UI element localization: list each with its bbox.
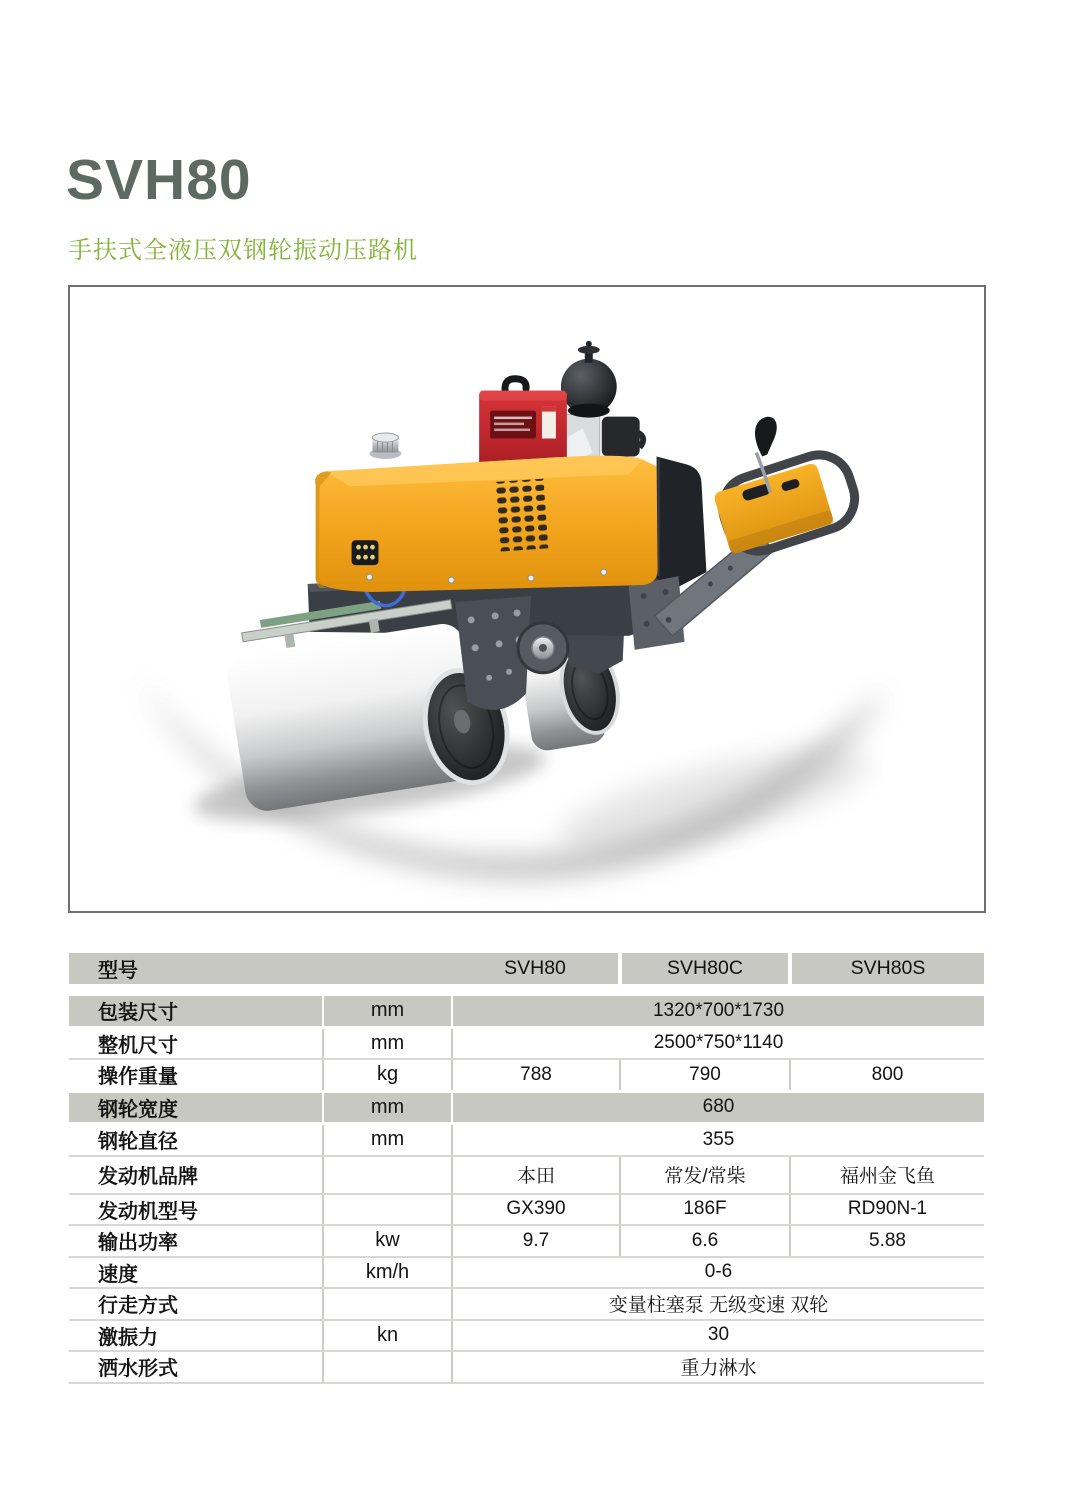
row-value-svh80: 788 xyxy=(452,1059,620,1091)
spec-table-header-row xyxy=(69,953,984,984)
header-column-svh80s: SVH80S xyxy=(790,953,984,984)
row-unit xyxy=(323,1351,452,1383)
spec-row-engine-model xyxy=(69,1194,984,1226)
header-column-svh80c: SVH80C xyxy=(620,953,790,984)
control-console xyxy=(713,417,863,560)
row-unit: kg xyxy=(323,1059,452,1091)
document-header xyxy=(66,148,418,264)
row-unit: kw xyxy=(323,1225,452,1257)
row-unit: mm xyxy=(323,995,452,1028)
row-value-svh80s: RD90N-1 xyxy=(790,1194,984,1226)
spec-row-drum-diameter xyxy=(69,1124,984,1156)
row-label: 钢轮宽度 xyxy=(69,1091,323,1124)
row-label: 包装尺寸 xyxy=(69,995,323,1028)
row-label: 发动机品牌 xyxy=(69,1156,323,1194)
row-unit xyxy=(323,1156,452,1194)
row-value: 1320*700*1730 xyxy=(452,995,984,1028)
engine xyxy=(479,341,643,471)
row-unit xyxy=(323,1194,452,1226)
row-value-svh80c: 186F xyxy=(620,1194,790,1226)
page-title: SVH80 xyxy=(66,148,252,212)
row-label: 速度 xyxy=(69,1257,323,1289)
row-value: 30 xyxy=(452,1320,984,1352)
row-value-svh80c: 790 xyxy=(620,1059,790,1091)
row-value-svh80s: 福州金飞鱼 xyxy=(790,1156,984,1194)
product-photo-frame xyxy=(68,285,986,913)
row-label: 钢轮直径 xyxy=(69,1124,323,1156)
row-label: 发动机型号 xyxy=(69,1194,323,1226)
row-label: 操作重量 xyxy=(69,1059,323,1091)
row-label: 输出功率 xyxy=(69,1225,323,1257)
spec-row-overall-size xyxy=(69,1027,984,1059)
row-value-svh80c: 6.6 xyxy=(620,1225,790,1257)
spec-row-sprinkling-type xyxy=(69,1351,984,1383)
row-value-svh80s: 5.88 xyxy=(790,1225,984,1257)
spec-row-drive-type xyxy=(69,1288,984,1320)
row-value-svh80: GX390 xyxy=(452,1194,620,1226)
row-value: 重力淋水 xyxy=(452,1351,984,1383)
spec-row-exciting-force xyxy=(69,1320,984,1352)
rear-panel xyxy=(657,456,707,590)
spec-table xyxy=(69,953,984,1384)
indicator-panel xyxy=(352,540,379,565)
row-value-svh80: 9.7 xyxy=(452,1225,620,1257)
header-spacer xyxy=(69,984,984,995)
row-unit: mm xyxy=(323,1091,452,1124)
spec-row-engine-brand xyxy=(69,1156,984,1194)
row-value: 355 xyxy=(452,1124,984,1156)
row-unit: kn xyxy=(323,1320,452,1352)
spec-table-section xyxy=(69,953,984,1384)
spec-row-drum-width xyxy=(69,1091,984,1124)
vent-grille xyxy=(494,479,549,552)
spec-row-output-power xyxy=(69,1225,984,1257)
row-value: 680 xyxy=(452,1091,984,1124)
row-unit: mm xyxy=(323,1124,452,1156)
row-label: 激振力 xyxy=(69,1320,323,1352)
header-column-svh80: SVH80 xyxy=(452,953,620,984)
row-value: 2500*750*1140 xyxy=(452,1027,984,1059)
row-value: 变量柱塞泵 无级变速 双轮 xyxy=(452,1288,984,1320)
page-subtitle: 手扶式全液压双钢轮振动压路机 xyxy=(68,237,418,264)
row-label: 洒水形式 xyxy=(69,1351,323,1383)
engine-muffler xyxy=(602,417,643,457)
row-value-svh80: 本田 xyxy=(452,1156,620,1194)
spec-row-operating-weight xyxy=(69,1059,984,1091)
row-value: 0-6 xyxy=(452,1257,984,1289)
row-unit: mm xyxy=(323,1027,452,1059)
center-hub xyxy=(518,623,568,673)
product-photo xyxy=(70,287,984,911)
row-label: 整机尺寸 xyxy=(69,1027,323,1059)
spec-row-speed xyxy=(69,1257,984,1289)
fuel-cap xyxy=(370,433,402,459)
row-label: 行走方式 xyxy=(69,1288,323,1320)
row-unit: km/h xyxy=(323,1257,452,1289)
row-value-svh80c: 常发/常柴 xyxy=(620,1156,790,1194)
row-unit xyxy=(323,1288,452,1320)
spec-row-packing-size xyxy=(69,995,984,1028)
row-value-svh80s: 800 xyxy=(790,1059,984,1091)
air-filter xyxy=(561,341,617,418)
header-model-label: 型号 xyxy=(69,953,452,984)
